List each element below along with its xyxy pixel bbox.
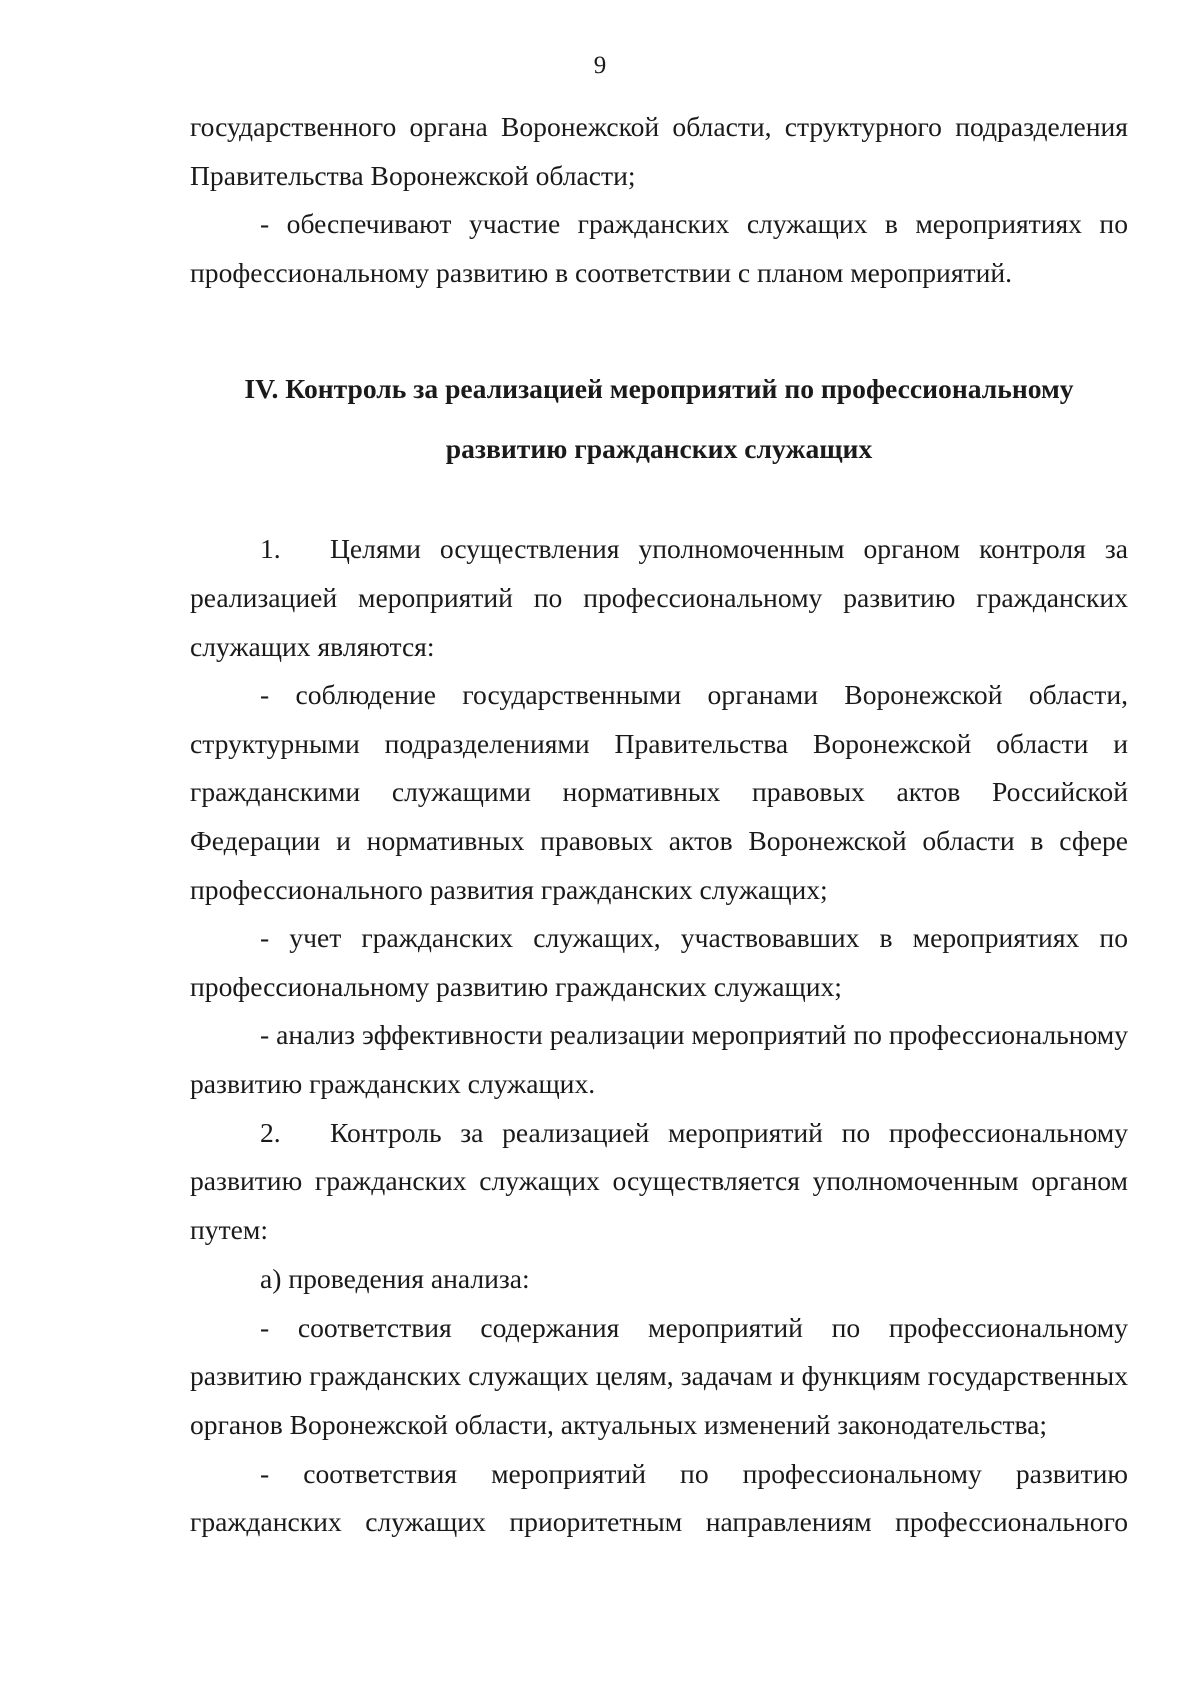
section-heading-line-1: IV. Контроль за реализацией мероприятий по профессиональному — [244, 373, 1074, 405]
section-heading-line-2: развитию гражданских служащих — [445, 433, 873, 465]
document-body — [190, 103, 1128, 1547]
item-2-bullet-1: - соответствия содержания мероприятий по профессиональному развитию гражданских служащих целям, задачам и функциям государственных органов Воронежской области, актуальных изменений законодательства; — [190, 1311, 1128, 1441]
item-1-bullet-3: - анализ эффективности реализации мероприятий по профессиональному развитию гражданских служащих. — [190, 1019, 1128, 1099]
item-1-text: Целями осуществления уполномоченным органом контроля за реализацией мероприятий по профессиональному развитию гражданских служащих являются: — [190, 533, 1128, 662]
item-1-bullet-1: - соблюдение государственными органами Воронежской области, структурными подразделениями Правительства Воронежской области и гражданскими служащими нормативных правовых актов Российской Федерации и нормативных правовых актов Воронежской области в сфере профессионального развития гражданских служащих; — [190, 679, 1128, 905]
item-2-subitem-a: а) проведения анализа: — [260, 1263, 530, 1295]
paragraph-bullet: - обеспечивают участие гражданских служащих в мероприятиях по профессиональному развитию в соответствии с планом мероприятий. — [190, 208, 1128, 288]
paragraph-continuation: государственного органа Воронежской области, структурного подразделения Правительства Воронежской области; — [190, 111, 1128, 191]
item-2-bullet-2: - соответствия мероприятий по профессиональному развитию гражданских служащих приоритетным направлениям профессионального — [190, 1457, 1128, 1538]
item-2-number: 2. — [260, 1116, 281, 1148]
section-heading — [160, 359, 1158, 479]
item-1-bullet-2: - учет гражданских служащих, участвовавших в мероприятиях по профессиональному развитию гражданских служащих; — [190, 922, 1128, 1002]
item-1-number: 1. — [260, 533, 281, 565]
item-2-text: Контроль за реализацией мероприятий по профессиональному развитию гражданских служащих осуществляется уполномоченным органом путем: — [190, 1116, 1128, 1245]
page-number: 9 — [593, 52, 607, 79]
item-2-paragraph — [190, 1109, 1128, 1255]
item-1-paragraph — [190, 525, 1128, 671]
